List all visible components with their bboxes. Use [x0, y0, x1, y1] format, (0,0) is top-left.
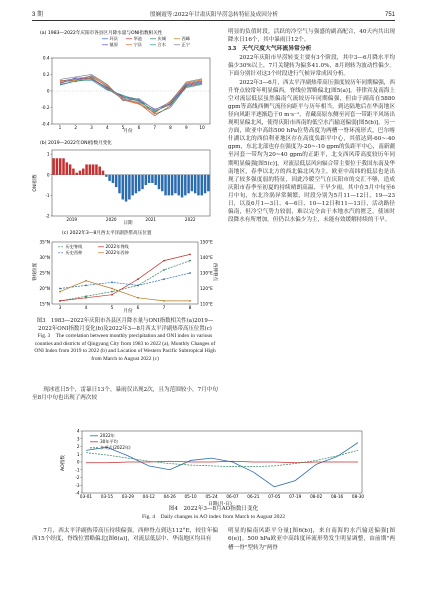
panel-c-point: [189, 260, 191, 262]
panel-a-legend-label: 华池: [133, 36, 142, 41]
panel-c-ylabel-right: 西伸脊点: [212, 263, 217, 281]
panel-c-point: [59, 300, 61, 302]
panel-b-bar: [125, 175, 127, 202]
figure-4-xtick-label: 05-24: [205, 494, 218, 499]
panel-a-legend-label: 西峰: [181, 36, 190, 41]
panel-b-ytick-label: -1: [45, 192, 50, 198]
panel-c-legend-label: 历史西伸: [65, 250, 83, 255]
panel-b-bar: [102, 171, 104, 175]
panel-c-point: [137, 297, 139, 299]
right-paragraph-3: 2022年3—6月，西太平洋副热带高压强度较历年同期偏强，西升脊点较常年明显偏西，脊线位置略偏北[图5(a)]。菲律宾及南海上空对流层低层虽然偏南气流较历年同期偏强，但由于副高在5880 gpm等高线西侧气流径向距平与历年相当，到达陆地后在华南地区径向风距平逐渐趋于0 m·s⁻¹，青藏高原东侧至河套一带距平风场出现明显偏北风，使得庆阳市西南的低空水汽输送偏弱[图5(b)]。另一方面，欧亚中高纬500 hPa位势高度为两槽一脊环流形式，巴尔喀什湖以北的西伯利亚地区存在高度负距平中心，其值达到-60~-40 gpm，东北北部也存在强度为-20~-10 gpm的负距平中心，南新疆至河套一带均为20~40 gpm的正距平，北支西风带高度较历年同期明显偏强[图5(c)]，对流层低层风向辐合带主要位于我国东南及华南地区，春季以北方的西北偏北风为主，欧亚中高纬的低层也是出现了较多强度弱的特征，因此冷暖空气在庆阳市的交汇不够，造成庆阳市春季至初夏的持续晴朗高温、干旱少雨。其中在5月中旬至6月中旬，东北冷涡异常频繁，时段分别为5月11—12日、19—23日，以及6月1—3日、4—6日、10—12日和11—13日，活动路径偏南，但冷空气势力较弱，难以完全由于本地水汽的匮乏，使该时段降水有所增加，但仍以水偏少为主，未能有效缓解持续的干旱。: [228, 79, 395, 224]
panel-a-legend-label: 宁县: [133, 42, 142, 47]
panel-c-point: [85, 295, 87, 297]
panel-c-point: [163, 260, 165, 262]
panel-c-point: [111, 294, 113, 296]
panel-c-lines: [59, 254, 191, 302]
panel-c-series-line: [60, 261, 190, 301]
panel-c-series-line: [60, 281, 190, 301]
panel-b-bar: [191, 175, 193, 192]
bottom-right-paragraph: 明显的偏南风距平分量[图6(b)]，来自南海的水汽输送偏强[图6(e)]。500 hPa欧亚中高纬度环流形势发生明显调整，由前期"两槽一脊"型转为"两脊: [228, 528, 395, 551]
panel-b-bar: [164, 175, 166, 196]
panel-b-xtick-label: 2022: [184, 217, 196, 222]
panel-a-xtick-label: 7: [153, 125, 157, 130]
panel-b-bar: [187, 175, 189, 194]
figure-3: [32, 28, 218, 314]
panel-c-xtick-label: 7: [162, 305, 166, 310]
panel-a-xtick-label: 9: [184, 125, 188, 130]
panel-a-axes: [41, 56, 210, 131]
figure-4-legend-label: 30年平均: [100, 439, 118, 444]
panel-a-title: (a) 1983—2022年庆阳市各县区月降水量与ONI指数相关性: [40, 31, 163, 36]
panel-c-right-tick-label: 110°E: [200, 301, 213, 307]
figure-4: [60, 427, 370, 507]
panel-b-bar: [201, 175, 203, 196]
figure-4-xtick-label: 08-30: [351, 494, 365, 499]
panel-c-xtick-label: 5: [110, 305, 114, 310]
figure-4-xtick-label: 03-15: [100, 494, 114, 499]
bottom-right-text: [228, 527, 395, 552]
panel-b-bar: [207, 175, 209, 192]
panel-b-bar: [56, 158, 58, 175]
figure-4-xlabel: 日期(月-日): [208, 502, 232, 507]
panel-b-bar: [115, 175, 117, 187]
panel-c-point: [163, 269, 165, 271]
panel-b-bar: [151, 175, 153, 183]
panel-b-bar: [112, 175, 114, 183]
panel-b-xtick-label: 2019: [66, 217, 78, 222]
panel-b-bar: [52, 158, 54, 175]
panel-c-point: [111, 291, 113, 293]
figure-4-xtick-label: 08-02: [310, 494, 323, 499]
panel-b-bar: [181, 175, 183, 198]
panel-b-bar: [138, 175, 140, 192]
figure-4-xtick-label: 08-16: [330, 494, 344, 499]
panel-a-legend: [102, 35, 191, 48]
panel-b-bar: [171, 175, 173, 196]
caption-3-en: Fig. 3 The correlation between monthly precipitation and ONI index in various counties and districts of Qingyang City from 1983 to 2022 (a), Monthly Changes of ONI Index from 2019 to 2022 (b) and Location of Western Pacific Subtropical High from March to August 2022 (c): [34, 333, 216, 362]
caption-4-zh: 图4 2022年3—8月AO指数日变化: [168, 506, 259, 512]
panel-c-xtick-label: 4: [84, 305, 88, 310]
panel-c-right-tick-label: 120°E: [200, 286, 213, 291]
figure-4-ytick-label: 0: [76, 459, 80, 465]
panel-c-point: [137, 285, 139, 287]
panel-a-ytick-label: 0: [46, 88, 50, 94]
running-header: [32, 9, 395, 21]
panel-b-ytick-label: 0: [46, 172, 50, 178]
panel-a-legend-label: 镇原: [109, 42, 118, 47]
panel-b-ytick-label: 1: [46, 151, 50, 157]
panel-b-xtick-label: 2020: [105, 217, 117, 222]
panel-a-xtick-label: 10: [199, 125, 205, 130]
running-title: 殷娴霞等:2022年甘肃庆阳旱涝急转特征及成因分析: [150, 12, 278, 18]
figure-4-ylabel: AO指数: [61, 455, 66, 471]
bottom-left-text: [32, 527, 218, 544]
panel-c-point: [85, 280, 87, 282]
panel-c-point: [59, 291, 61, 293]
panel-b-bar: [131, 175, 133, 196]
panel-b-bar: [62, 158, 64, 175]
panel-b-ytick-label: -2: [45, 213, 50, 219]
panel-c-legend-label: 历史脊线: [65, 244, 83, 249]
left-paragraph: 现冰雹日5个，雷暴日13个，暴雨仅出现2次，且为范围较小，7月中旬至8月中旬也出现了两次较: [32, 387, 218, 402]
panel-a-xtick-label: 3: [90, 125, 93, 130]
caption-4-en: Fig. 4 Daily changes in AO index from March to August 2022: [141, 514, 286, 520]
panel-c-point: [189, 300, 191, 302]
panel-c-point: [137, 278, 139, 280]
panel-b-ylabel: ONI指数: [33, 174, 38, 192]
figure-4-xtick-label: 03-29: [121, 494, 134, 499]
panel-c-point: [163, 278, 165, 280]
panel-a-series-line: [60, 79, 202, 114]
panel-a-series-line: [60, 77, 202, 113]
panel-a-legend-label: 正宁: [181, 42, 190, 47]
panel-b-bar: [82, 169, 84, 175]
panel-c-point: [111, 281, 113, 283]
figure-4-ytick-label: 3: [76, 436, 80, 442]
panel-b-bar: [85, 164, 87, 174]
panel-a-legend-label: 环县: [109, 36, 118, 41]
panel-a-ytick-label: -0.2: [41, 105, 50, 110]
issue-number: 3 期: [32, 12, 44, 18]
panel-c-point: [111, 288, 113, 290]
panel-b-xlabel: 日期: [123, 221, 133, 226]
panel-b-bar: [135, 175, 137, 194]
panel-b-bar: [118, 175, 120, 194]
figure-4-axes: [75, 429, 364, 500]
panel-a-xtick-label: 1: [58, 125, 62, 130]
panel-b-bar: [204, 175, 206, 194]
panel-c-ylabel-left: 脊线位置: [33, 263, 38, 281]
panel-c-left-tick-label: 25°N: [39, 270, 50, 276]
panel-b-bar: [128, 175, 130, 200]
section-heading: 3.3 天气尺度大气环流异常分析: [228, 46, 312, 53]
panel-c-xlabel: 月份: [123, 309, 133, 314]
panel-b-title: (b) 2019—2022年ONI指数月变化: [40, 141, 112, 146]
panel-a-series-line: [60, 80, 202, 111]
panel-b-bar: [69, 164, 71, 174]
panel-c-right-tick-label: 130°E: [200, 270, 213, 276]
panel-b-bar: [66, 162, 68, 174]
panel-c-xtick-label: 8: [188, 305, 192, 310]
panel-b-bar: [89, 164, 91, 174]
figure-4-legend-label: 多项式(2022年): [100, 445, 131, 450]
caption-3-zh: 图3 1983—2022年庆阳市各县区月降水量与ONI指数相关性(a)2019—2022年ONI指数月变化(b)及2022年3—8月西太平洋副热带高压位置(c): [36, 318, 214, 332]
figure-4-legend: [90, 432, 131, 451]
panel-a-xtick-label: 6: [137, 125, 141, 130]
figure-3-caption: [32, 318, 218, 364]
right-column-text: [228, 28, 395, 224]
panel-c-right-tick-label: 150°E: [200, 239, 213, 245]
panel-a-xtick-label: 4: [105, 125, 109, 130]
figure-4-ytick-label: 4: [76, 428, 80, 434]
panel-c-legend-label: 2022年脊线: [105, 244, 129, 249]
panel-c-point: [85, 297, 87, 299]
panel-b-bar: [168, 175, 170, 196]
panel-a-ytick-label: 0.2: [42, 72, 50, 77]
figure-4-xtick-label: 07-19: [289, 494, 302, 499]
page-number: 751: [384, 12, 395, 18]
figure-4-xtick-label: 06-21: [247, 494, 260, 499]
panel-c-xtick-label: 3: [58, 305, 62, 310]
right-paragraph-1: 明显的负值时段，活跃的冷空气与强盛的副高配合，40天内共出现降水日16个，其中暴雨日12个。: [228, 29, 395, 44]
figure-4-xtick-label: 06-07: [226, 494, 239, 499]
panel-b-bar: [92, 164, 94, 174]
figure-4-ytick-label: 1: [76, 451, 80, 457]
panel-b-bar: [108, 175, 110, 181]
panel-c-left-tick-label: 20°N: [39, 286, 50, 291]
panel-a-legend-label: 合水: [157, 42, 166, 47]
panel-c-title: (c) 2022年3—8月西太平洋副热带高压位置: [62, 231, 152, 236]
panel-c-point: [85, 285, 87, 287]
figure-4-ytick-label: 2: [76, 444, 80, 449]
figure-4-xtick-label: 04-26: [163, 494, 176, 499]
figure-4-svg: [60, 427, 370, 507]
figure-4-xtick-label: 07-05: [268, 494, 281, 499]
panel-a-xtick-label: 2: [74, 125, 78, 130]
figure-4-ytick-label: -1: [75, 467, 80, 473]
panel-a-legend-label: 庆城: [157, 36, 166, 41]
bottom-left-paragraph: 7月，西太平洋副热带高压持续偏强，西伸脊点到达112°E，较往年偏西15个经度，脊线位置略偏北[图6(a)]，对流层低层中、华南地区均具有: [32, 528, 218, 543]
panel-b-bar: [197, 175, 199, 196]
panel-c-left-tick-label: 35°N: [39, 239, 50, 245]
panel-b-bar: [174, 175, 176, 194]
figure-4-legend-label: 2022年: [100, 433, 115, 438]
panel-b-bar: [79, 171, 81, 175]
panel-c-series-line: [60, 273, 190, 289]
panel-b-bar: [161, 175, 163, 192]
panel-c-point: [59, 288, 61, 290]
figure-3-svg: [32, 28, 218, 314]
panel-b-bar: [75, 173, 77, 175]
panel-b-bar: [145, 175, 147, 185]
panel-b-bar: [122, 175, 124, 200]
panel-c-left-tick-label: 30°N: [39, 255, 50, 260]
panel-b-bar: [148, 175, 150, 183]
panel-a-ytick-label: 0.4: [42, 55, 50, 61]
panel-a-ytick-label: -0.4: [41, 121, 50, 127]
panel-c-legend-label: 2022年西伸: [105, 250, 129, 255]
panel-b-bar: [72, 169, 74, 175]
panel-b-bar: [177, 175, 179, 196]
panel-c-xtick-label: 6: [136, 305, 140, 310]
right-paragraph-2: 2022年庆阳市旱涝转变主要有3个阶段，其中3—6月降水平均偏少30%以上，7月关键转为偏多41.0%，8月则转为波动性偏少。下面分别针对这3个时段进行气候异常成因分析。: [228, 55, 395, 78]
panel-c-left-tick-label: 15°N: [39, 301, 50, 307]
panel-a-lines: [60, 75, 202, 116]
panel-b-bar: [184, 175, 186, 196]
panel-c-point: [163, 300, 165, 302]
figure-4-ytick-label: -2: [75, 475, 80, 480]
panel-b-bar: [194, 175, 196, 194]
panel-c-right-tick-label: 140°E: [200, 255, 213, 260]
panel-b-bar: [105, 175, 107, 177]
panel-b-bar: [98, 167, 100, 175]
panel-a-series-line: [60, 78, 202, 116]
figure-4-ytick-label: -3: [75, 482, 80, 488]
figure-4-caption: [32, 505, 395, 521]
figure-4-xtick-label: 03-01: [79, 494, 93, 499]
panel-b-bar: [95, 164, 97, 174]
panel-b-bar: [141, 175, 143, 189]
left-column-text: [32, 386, 218, 402]
panel-c-point: [189, 272, 191, 274]
panel-b-bar: [158, 175, 160, 189]
panel-b-bar: [59, 158, 61, 175]
panel-a-xtick-label: 8: [169, 125, 172, 130]
panel-c-legend: [58, 243, 130, 256]
panel-c-point: [189, 254, 191, 256]
panel-b-bar: [154, 175, 156, 185]
panel-a-xtick-label: 5: [121, 125, 125, 130]
figure-4-xtick-label: 04-12: [142, 494, 155, 499]
panel-b-xtick-label: 2021: [145, 217, 157, 222]
figure-4-xtick-label: 05-10: [184, 494, 197, 499]
panel-b-bars: [52, 158, 209, 201]
panel-a-xlabel: 月份: [123, 129, 133, 134]
figure-4-series-line: [86, 461, 358, 463]
figure-4-ytick-label: -4: [75, 490, 80, 496]
